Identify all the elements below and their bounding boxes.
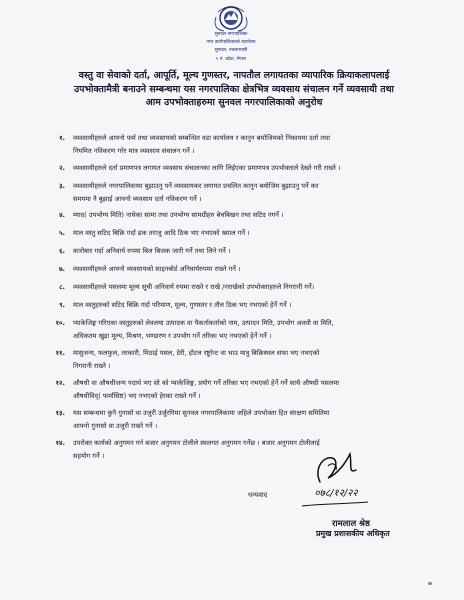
signer-name: रामलाल श्रेष्ठ bbox=[332, 518, 370, 528]
item-number: १०. bbox=[55, 319, 65, 327]
item-text: सहयोग गर्ने । bbox=[73, 451, 105, 460]
item-number: १३. bbox=[55, 409, 65, 417]
notice-subject bbox=[36, 69, 432, 110]
subject-line-1: वस्तु वा सेवाको दर्ता, आपूर्ति, मूल्य गुणस्तर, नापतौल लगायतका व्यापारिक क्रियाकलापलाई bbox=[78, 70, 390, 81]
item-number: ३. bbox=[59, 182, 65, 190]
item-text: माल वस्तु सटिद बिक्रि गर्दा ढक तराजु आदि ठिक भए नभएको ख्याल गर्ने । bbox=[73, 229, 250, 237]
item-number: १. bbox=[59, 134, 65, 142]
item-number: ५. bbox=[59, 229, 65, 237]
item-text: नियमित नविकरण गरेर मात्र व्यवसाय संचालन गर्ने । bbox=[73, 146, 195, 155]
item-number: ४. bbox=[59, 211, 65, 219]
item-number: ६. bbox=[59, 247, 65, 255]
seal-location-text: सुनवल, नवलपरासी bbox=[214, 48, 248, 53]
item-text: समयमा नै बुझाई आफ्नो व्यवसाय दर्ता नविकरण गर्ने । bbox=[73, 194, 202, 203]
item-number: ७. bbox=[59, 265, 65, 273]
item-text: माल वस्तुहरुको सटिद बिक्रि गर्दा परिमाण, मूल्य, गुणस्तर र तौल ठिक भए नभएको हेर्ने गर्ने । bbox=[73, 301, 292, 309]
item-text: उपरोक्त कार्यको अनुगमन गर्न बजार अनुगमन टोलीले स्थलगत अनुगमन गर्नेछ । बजार अनुगमन टोलीलाई bbox=[73, 439, 320, 447]
subject-line-3: आम उपभोक्ताहरुमा सुनवल नगरपालिकाको अनुरोध bbox=[145, 97, 323, 108]
signature-date: ०७८/१२/२२ bbox=[314, 488, 358, 499]
municipality-seal bbox=[198, 3, 264, 65]
item-text: व्यवसायीहरुले आफ्नो व्यवसायको साइनबोर्ड अनिवार्यरुपमा राख्ने गर्ने । bbox=[73, 265, 241, 273]
scan-mark bbox=[428, 582, 432, 585]
item-text: आफ्नो गुनासो वा उजुरी राख्ने गर्ने । bbox=[73, 421, 158, 430]
subject-line-2: उपभोक्तामैत्री बनाउने सम्बन्धमा यस नगरपालिका क्षेत्रभित्र व्यवसाय संचालन गर्ने व्यवसायी तथा bbox=[73, 83, 394, 95]
item-text: अधिकतम खुद्रा मूल्य, मिश्रण, भण्डारण र उपभोग गर्ने तरिका भए नभएको हेर्ने गर्ने । bbox=[73, 331, 272, 340]
signer-title: प्रमुख प्रशासकीय अधिकृत bbox=[316, 529, 390, 538]
item-text: कारोबार गर्दा अनिवार्य रुपमा बिल बिजक जारी गर्ने तथा लिने गर्ने । bbox=[73, 247, 231, 255]
item-number: १२. bbox=[55, 379, 65, 387]
closing-text: धन्यवाद bbox=[248, 491, 268, 499]
item-text: औषधीविद्( फर्मासिष्ट) भए नभएको हेरका राख्ने गर्ने । bbox=[73, 391, 201, 400]
signature bbox=[298, 448, 372, 510]
item-text: व्यवसायीहरुले आफ्नो फर्म तथा व्यवसायको सम्बन्धित वडा कार्यालय र कानुन बमोजिमको निकायमा दर्ता तथा bbox=[73, 134, 330, 142]
item-text: प्याकेजिङ्ग गरिएका वस्तुहरुको लेवलमा उत्पादक वा पैकर्ताकर्ताको नाम, उत्पादन मिति, उपभोग अवधी वा मिति, bbox=[73, 319, 334, 327]
item-text: निगरानी राख्ने । bbox=[73, 361, 111, 370]
item-number: ९. bbox=[59, 301, 65, 309]
seal-province-text: ५ नं. प्रदेश, नेपाल bbox=[216, 57, 246, 62]
item-text: व्यवसायीहरुले दर्ता प्रमाणपत्र लगायत व्यवसाय संचालनका लागि लिईएका प्रमाणपत्र उपभोक्ताले देख्ने गरी राख्ने । bbox=[73, 164, 341, 172]
item-text: यस सम्बन्धमा कुनै गुनासो वा उजुरी उर्जुरगिमा सुनवल नगरपालिकामा जहिले उपभोक्ता हित संरक्षण समितिमा bbox=[73, 409, 330, 417]
item-number: ११. bbox=[55, 349, 65, 357]
seal-office-text: नगर कार्यपालिकाको कार्यालय bbox=[206, 40, 256, 45]
item-text: व्यवसायीहरुले पसलमा मूल्य सूची अनिवार्य रुपमा राख्ने र राखे /नराखेको उपभोक्ताहरुले निगरानी गर्ने। bbox=[73, 283, 315, 291]
item-number: १४. bbox=[55, 439, 65, 447]
item-number: ८. bbox=[59, 283, 65, 291]
item-text: मासुजन्य, फलफुल, तरकारी, मिठाई पसल, डेरी, होटल रष्टुरेन्ट वा भाउ मात्रु बिक्रिस्थल सफा भए नभएको bbox=[73, 349, 320, 357]
seal-arc-text: सुनवल नगरपालिका bbox=[214, 32, 248, 37]
item-text: व्यवसायीहरुले नगरपालिकामा बुझाउनु पर्ने व्यवसायकर लगायत प्रचलित कानुन बमोजिम बुझाउनु पर्ने कर bbox=[73, 182, 319, 190]
item-text: म्याद( उपभोग्य मिति) नाघेका सामा तथा उपभोग्य सामग्रीहरु बेचबिखन तथा सटिद नगर्ने । bbox=[73, 211, 284, 219]
item-text: औषधी वा औषधीजन्य पदार्थ भए सो को प्याकेजिङ्ग, प्रयोग गर्ने तरिका भए नभएको हेर्ने गर्ने साथै औषधी पसलमा bbox=[73, 379, 339, 387]
item-number: २. bbox=[59, 164, 65, 172]
